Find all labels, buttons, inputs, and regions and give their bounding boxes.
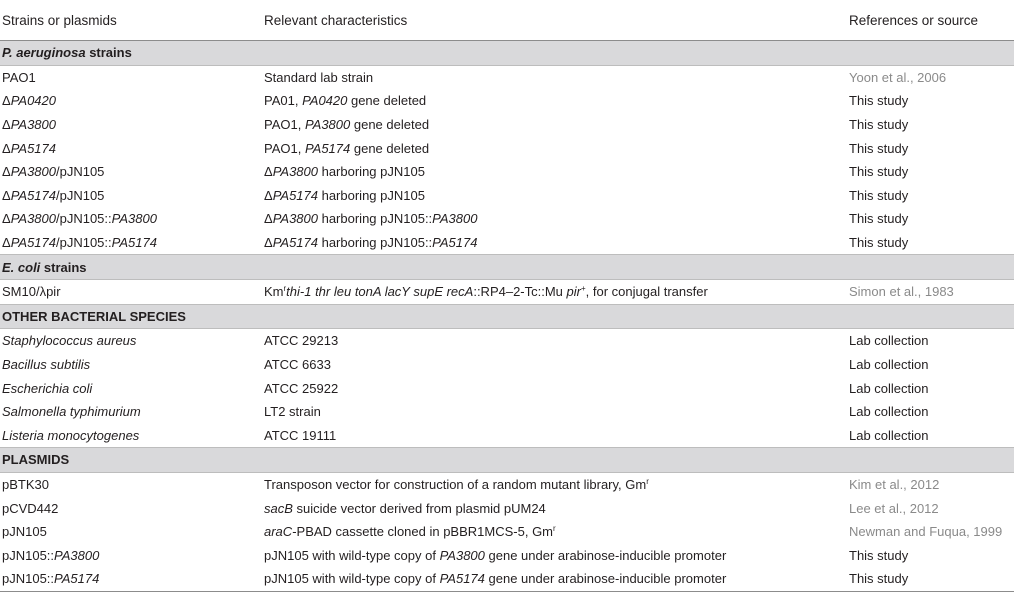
char-genes: thi-1 thr leu tonA lacY supE recA (286, 284, 474, 300)
delta-symbol: Δ (264, 187, 273, 203)
header-row (0, 0, 1014, 41)
reference-cell: This study (849, 187, 909, 203)
characteristics-cell (263, 184, 847, 208)
characteristics-cell (263, 543, 847, 567)
strain-gene: PA0420 (10, 93, 56, 109)
superscript: r (283, 284, 287, 294)
char-text: Km (264, 284, 284, 300)
char-text: gene deleted (347, 93, 427, 109)
table-row (0, 136, 1014, 160)
characteristics-cell (263, 472, 847, 496)
strain-suffix: /pJN105 (55, 187, 105, 203)
char-text: pJN105 with wild-type copy of (264, 547, 440, 563)
char-gene: PA3800 (439, 547, 485, 563)
char-text: harboring pJN105 (317, 164, 425, 180)
characteristics-cell (263, 136, 847, 160)
table-row (0, 329, 1014, 353)
table-row (0, 424, 1014, 448)
delta-symbol: Δ (2, 164, 11, 180)
delta-symbol: Δ (264, 211, 273, 227)
reference-cell: Simon et al., 1983 (849, 284, 954, 300)
species-cell: Escherichia coli (2, 380, 93, 396)
strain-suffix: /pJN105 (55, 164, 105, 180)
table-row (0, 184, 1014, 208)
char-text: gene deleted (350, 140, 430, 156)
table-row (0, 113, 1014, 137)
reference-cell: This study (849, 547, 909, 563)
char-gene: araC (264, 524, 293, 540)
char-text: PAO1, (264, 117, 305, 133)
superscript: + (580, 284, 586, 294)
characteristics-cell (263, 207, 847, 231)
strain-cell: SM10/λpir (2, 284, 61, 300)
table-row (0, 231, 1014, 255)
strain-cell (0, 231, 263, 255)
char-text: harboring pJN105:: (317, 235, 433, 251)
section-pa-strains (0, 41, 1014, 66)
characteristics-cell (263, 520, 847, 544)
header-references: References or source (847, 0, 1014, 41)
plasmid-cell: pCVD442 (2, 500, 59, 516)
char-text: gene deleted (350, 117, 430, 133)
section-title (0, 41, 1014, 66)
plasmid-cell (0, 567, 263, 591)
reference-cell: This study (849, 140, 909, 156)
table-row (0, 65, 1014, 89)
strain-cell (0, 160, 263, 184)
section-plasmids (0, 448, 1014, 473)
characteristics-cell (263, 89, 847, 113)
header-characteristics: Relevant characteristics (263, 0, 847, 41)
section-title-rest: strains (40, 259, 87, 275)
characteristics-cell (263, 496, 847, 520)
reference-cell: Lab collection (849, 380, 929, 396)
char-text: suicide vector derived from plasmid pUM24 (292, 500, 546, 516)
table-row (0, 207, 1014, 231)
section-title: OTHER BACTERIAL SPECIES (0, 304, 1014, 329)
table-row (0, 496, 1014, 520)
reference-cell: This study (849, 117, 909, 133)
plasmid-gene: PA3800 (54, 547, 100, 563)
reference-cell: This study (849, 211, 909, 227)
characteristics-cell (263, 279, 847, 304)
char-gene: PA5174 (432, 235, 478, 251)
reference-cell: Lab collection (849, 333, 929, 349)
section-title-rest: strains (85, 45, 132, 61)
characteristics-cell: ATCC 25922 (264, 380, 339, 396)
characteristics-cell (263, 113, 847, 137)
strain-gene: PA5174 (111, 235, 157, 251)
strain-cell (0, 113, 263, 137)
characteristics-cell: LT2 strain (264, 404, 321, 420)
table-row (0, 160, 1014, 184)
char-text: gene under arabinose-inducible promoter (484, 571, 727, 587)
delta-symbol: Δ (2, 117, 11, 133)
section-title-italic: P. aeruginosa (2, 45, 86, 61)
reference-cell: Lab collection (849, 427, 929, 443)
table-row (0, 543, 1014, 567)
delta-symbol: Δ (264, 235, 273, 251)
delta-symbol: Δ (264, 164, 273, 180)
table-row (0, 472, 1014, 496)
strain-suffix: /pJN105:: (55, 235, 112, 251)
plasmid-gene: PA5174 (54, 571, 100, 587)
characteristics-cell: ATCC 19111 (264, 427, 337, 443)
char-text: PA01, (264, 93, 303, 109)
plasmid-name: pJN105:: (2, 547, 55, 563)
reference-cell: Kim et al., 2012 (849, 476, 940, 492)
strain-name: PAO1 (2, 69, 36, 85)
delta-symbol: Δ (2, 140, 11, 156)
char-gene: PA5174 (304, 140, 351, 156)
table-row (0, 89, 1014, 113)
delta-symbol: Δ (2, 235, 11, 251)
table-row (0, 376, 1014, 400)
strain-suffix: /pJN105:: (55, 211, 112, 227)
char-gene: PA5174 (272, 235, 318, 251)
strain-gene: PA5174 (10, 235, 56, 251)
reference-cell: This study (849, 164, 909, 180)
reference-cell: Yoon et al., 2006 (849, 69, 947, 85)
table-row (0, 400, 1014, 424)
section-ecoli-strains (0, 255, 1014, 280)
superscript: r (553, 524, 556, 534)
reference-cell: Lab collection (849, 357, 929, 373)
char-text: pJN105 with wild-type copy of (264, 571, 440, 587)
char-text: ::RP4–2-Tc::Mu (473, 284, 567, 300)
delta-symbol: Δ (2, 93, 11, 109)
header-strains: Strains or plasmids (0, 0, 263, 41)
reference-cell: This study (847, 567, 1014, 591)
species-cell: Salmonella typhimurium (2, 404, 141, 420)
table-row (0, 353, 1014, 377)
strain-gene: PA3800 (111, 211, 157, 227)
char-text: harboring pJN105 (317, 187, 425, 203)
strain-cell (0, 207, 263, 231)
char-text: -PBAD cassette cloned in pBBR1MCS-5, Gm (292, 524, 554, 540)
plasmid-cell: pJN105 (2, 524, 47, 540)
char-text: PAO1, (264, 140, 305, 156)
table-row (0, 520, 1014, 544)
delta-symbol: Δ (2, 187, 11, 203)
strain-cell (0, 184, 263, 208)
char-gene: sacB (264, 500, 293, 516)
strain-cell (0, 136, 263, 160)
table-row (0, 567, 1014, 591)
char-text: , for conjugal transfer (585, 284, 708, 300)
species-cell: Bacillus subtilis (2, 357, 91, 373)
reference-cell: This study (849, 235, 909, 251)
section-title-italic: E. coli (2, 259, 41, 275)
section-other-species (0, 304, 1014, 329)
reference-cell: Newman and Fuqua, 1999 (849, 524, 1003, 540)
plasmid-cell: pBTK30 (2, 476, 49, 492)
plasmid-cell (0, 543, 263, 567)
char-gene: PA0420 (302, 93, 348, 109)
section-title (0, 255, 1014, 280)
characteristics-cell (263, 160, 847, 184)
reference-cell: This study (849, 93, 909, 109)
table-row (0, 279, 1014, 304)
species-cell: Listeria monocytogenes (2, 427, 140, 443)
reference-cell: Lab collection (849, 404, 929, 420)
strain-gene: PA3800 (10, 117, 56, 133)
characteristics-cell (263, 231, 847, 255)
strain-gene: PA5174 (10, 140, 56, 156)
delta-symbol: Δ (2, 211, 11, 227)
characteristics-cell (263, 567, 847, 591)
species-cell: Staphylococcus aureus (2, 333, 137, 349)
char-text: harboring pJN105:: (317, 211, 433, 227)
char-text: gene under arabinose-inducible promoter (484, 547, 727, 563)
characteristics-cell: ATCC 29213 (264, 333, 339, 349)
strain-gene: PA3800 (10, 211, 56, 227)
reference-cell: Lee et al., 2012 (849, 500, 939, 516)
char-gene: pir (566, 284, 581, 300)
strain-gene: PA5174 (10, 187, 56, 203)
section-title: PLASMIDS (0, 448, 1014, 473)
char-gene: PA5174 (272, 187, 318, 203)
char-gene: PA3800 (272, 164, 318, 180)
strain-gene: PA3800 (10, 164, 56, 180)
characteristics-cell: Standard lab strain (264, 69, 374, 85)
char-gene: PA3800 (272, 211, 318, 227)
char-text: Transposon vector for construction of a random mutant library, Gm (264, 476, 647, 492)
plasmid-name: pJN105:: (2, 571, 55, 587)
strain-cell (0, 65, 263, 89)
char-gene: PA3800 (304, 117, 351, 133)
characteristics-cell: ATCC 6633 (264, 357, 331, 373)
char-gene: PA5174 (439, 571, 485, 587)
superscript: r (646, 476, 649, 486)
char-gene: PA3800 (432, 211, 478, 227)
strain-cell (0, 89, 263, 113)
